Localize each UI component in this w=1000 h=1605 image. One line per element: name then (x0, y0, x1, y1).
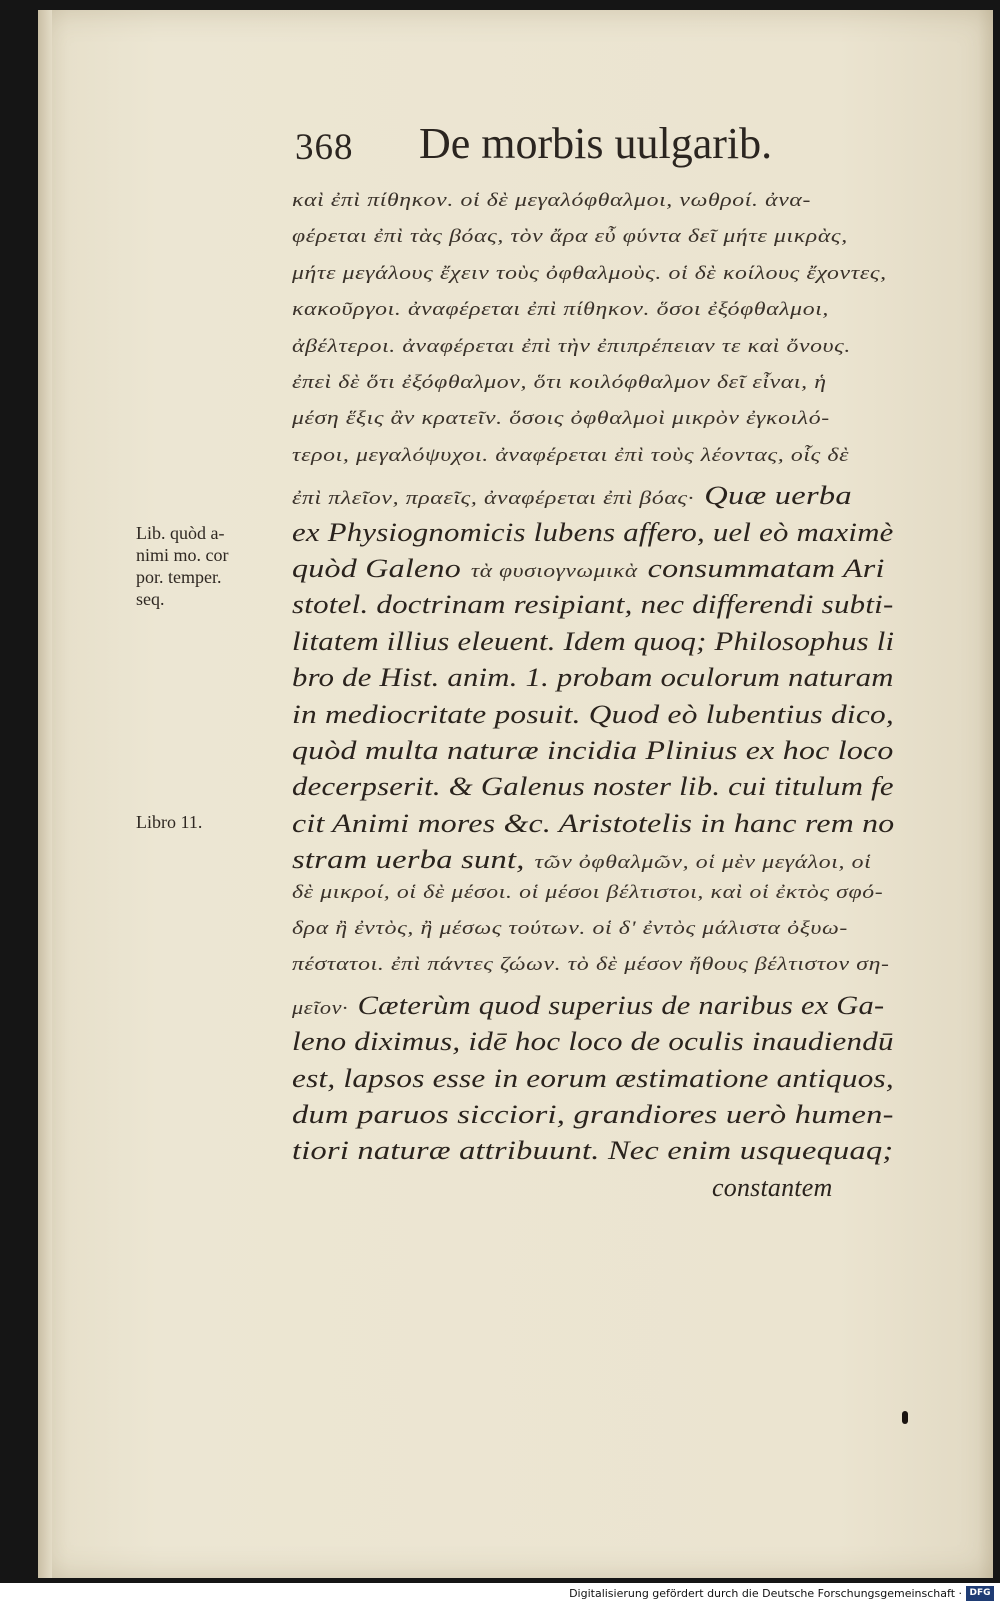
text-line (292, 663, 894, 693)
latin-text: cit Animi mores &c. Aristotelis in hanc rem no (292, 808, 895, 838)
text-line (292, 1136, 893, 1166)
marginal-note-line: nimi mo. cor (136, 545, 229, 565)
digitization-credit: Digitalisierung gefördert durch die Deutsche Forschungsgemeinschaft · (569, 1587, 962, 1600)
greek-text: τεροι, μεγαλόψυχοι. ἀναφέρεται ἐπὶ τοὺς λέοντας, οἷς δὲ (292, 444, 850, 466)
text-line (292, 1100, 894, 1130)
greek-text: δὲ μικροί, οἱ δὲ μέσοι. οἱ μέσοι βέλτιστοι, καὶ οἱ ἐκτὸς σφό- (292, 881, 884, 903)
latin-text: est, lapsos esse in eorum æstimatione antiquos, (292, 1063, 894, 1093)
running-title: De morbis uulgarib. (419, 119, 773, 168)
greek-text: καὶ ἐπὶ πίθηκον. οἱ δὲ μεγαλόφθαλμοι, νωθροί. ἀνα- (292, 190, 812, 211)
text-line (292, 336, 851, 358)
greek-text: τῶν ὀφθαλμῶν, οἱ μὲν μεγάλοι, οἱ (534, 852, 872, 874)
text-line (292, 190, 811, 212)
text-line (292, 372, 827, 394)
latin-text: quòd Galeno (292, 554, 461, 583)
greek-text: δρα ἢ ἐντὸς, ἢ μέσως τούτων. οἱ δ' ἐντὸς μάλιστα ὀξυω- (292, 918, 848, 939)
marginal-note-line: por. temper. (136, 567, 222, 587)
latin-text: litatem illius eleuent. Idem quoq; Philosophus li (292, 626, 895, 656)
latin-text: dum paruos sicciori, grandiores uerò humen- (292, 1100, 894, 1129)
text-line (292, 918, 848, 940)
text-line (292, 554, 894, 584)
text-line (292, 736, 894, 766)
latin-text: leno diximus, idē hoc loco de oculis inaudiendū (292, 1027, 894, 1057)
text-line (292, 226, 848, 248)
text-line (292, 299, 829, 321)
text-line (292, 809, 894, 839)
ink-mark (902, 1411, 908, 1424)
latin-text: decerpserit. & Galenus noster lib. cui titulum fe (292, 772, 894, 802)
text-line (292, 590, 894, 620)
text-line (292, 845, 881, 875)
dfg-logo: DFG (966, 1586, 994, 1601)
latin-text: stram uerba sunt, (292, 845, 525, 875)
footer-bar (0, 1583, 1000, 1605)
latin-text: ex Physiognomicis lubens affero, uel eò maximè (292, 517, 894, 547)
greek-text: ἐπὶ πλεῖον, πραεῖς, ἀναφέρεται ἐπὶ βόας· (292, 488, 695, 510)
text-line (292, 627, 894, 657)
latin-text: in mediocritate posuit. Quod eò lubentius dico, (292, 699, 895, 729)
greek-text: μέση ἕξις ἂν κρατεῖν. ὅσοις ὀφθαλμοὶ μικρὸν ἐγκοιλό- (292, 408, 830, 430)
page-number: 368 (295, 127, 354, 168)
text-line (292, 518, 894, 548)
greek-text: ἐπεὶ δὲ ὅτι ἐξόφθαλμον, ὅτι κοιλόφθαλμον δεῖ εἶναι, ἡ (292, 372, 827, 393)
greek-text: φέρεται ἐπὶ τὰς βόας, τὸν ἄρα εὖ φύντα δεῖ μήτε μικρὰς, (292, 226, 848, 248)
greek-text: ἀβέλτεροι. ἀναφέρεται ἐπὶ τὴν ἐπιπρέπειαν τε καὶ ὄνους. (292, 335, 852, 357)
text-line (292, 1027, 894, 1057)
latin-text: constantem (712, 1172, 833, 1202)
greek-text: μεῖον· (292, 997, 349, 1019)
text-line (292, 772, 894, 802)
latin-text: tiori naturæ attribuunt. Nec enim usquequaq; (292, 1136, 894, 1166)
marginal-note-line: Libro 11. (136, 812, 203, 832)
latin-text: Quæ uerba (704, 481, 852, 511)
text-line (292, 882, 883, 904)
text-line (292, 408, 830, 430)
latin-text: Cæterùm quod superius de naribus ex Ga- (357, 990, 885, 1020)
text-line (292, 700, 894, 730)
text-line (292, 445, 849, 467)
text-line (292, 954, 890, 976)
marginal-note-line: Lib. quòd a- (136, 523, 225, 543)
latin-text: stotel. doctrinam resipiant, nec differendi subti- (292, 590, 894, 620)
greek-text: κακοῦργοι. ἀναφέρεται ἐπὶ πίθηκον. ὅσοι ἐξόφθαλμοι, (292, 299, 829, 321)
marginal-note (136, 811, 202, 833)
text-line (292, 481, 862, 511)
text-line (712, 1173, 832, 1203)
latin-text: bro de Hist. anim. 1. probam oculorum naturam (292, 663, 894, 693)
text-line (292, 1064, 894, 1094)
marginal-note-line: seq. (136, 589, 165, 609)
greek-text: μήτε μεγάλους ἔχειν τοὺς ὀφθαλμοὺς. οἱ δὲ κοίλους ἔχοντες, (292, 262, 887, 284)
latin-text: consummatam Ari (647, 554, 885, 583)
greek-text: πέστατοι. ἐπὶ πάντες ζώων. τὸ δὲ μέσον ἤθους βέλτιστον ση- (292, 954, 890, 976)
text-line (292, 991, 894, 1021)
text-line (292, 263, 887, 285)
greek-text: τὰ φυσιογνωμικὰ (470, 561, 638, 582)
marginal-note (136, 522, 229, 610)
latin-text: quòd multa naturæ incidia Plinius ex hoc loco (292, 736, 894, 765)
